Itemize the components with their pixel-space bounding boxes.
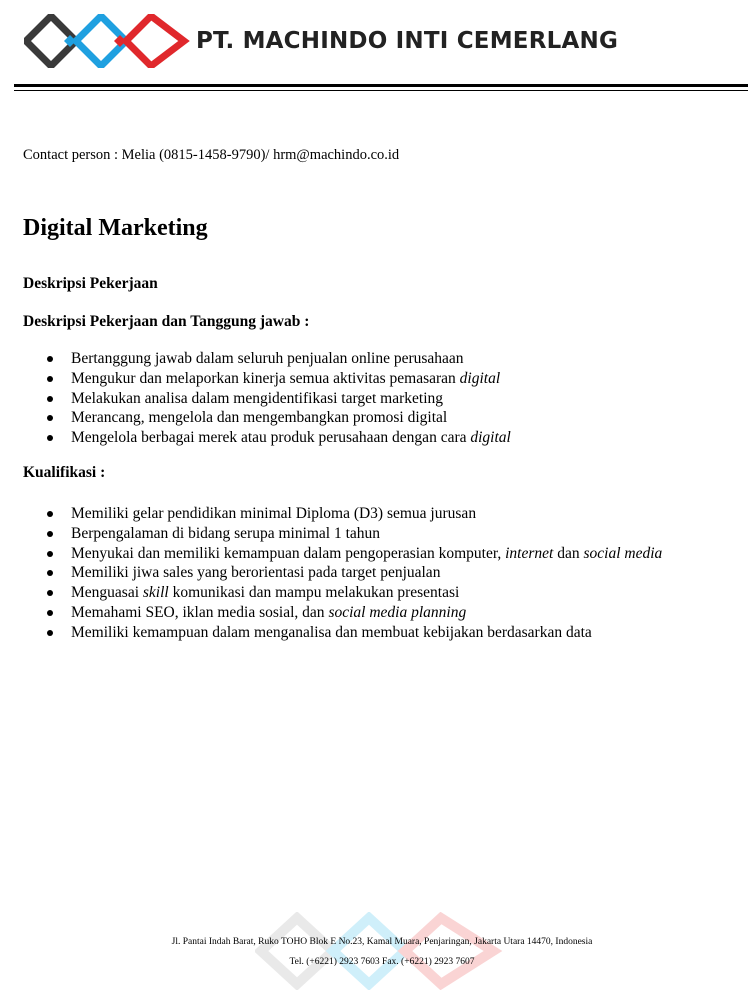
bullet-icon: [47, 435, 53, 441]
watermark-logo-icon: [255, 912, 505, 990]
header-rule-thin: [14, 90, 748, 91]
list-item: [23, 623, 662, 643]
bullet-icon: [47, 570, 53, 576]
responsibilities-list: [23, 349, 511, 448]
list-item-text: Mengelola berbagai merek atau produk perusahaan dengan cara: [71, 429, 471, 447]
list-item-text: Menyukai dan memiliki kemampuan dalam pengoperasian komputer,: [71, 544, 506, 562]
list-item: [23, 504, 662, 524]
list-item-italic: digital: [459, 369, 501, 387]
list-item-italic: digital: [470, 429, 511, 447]
list-item-italic: social media: [583, 544, 663, 562]
list-item-italic: skill: [142, 584, 169, 602]
bullet-icon: [47, 376, 53, 382]
list-item: [23, 349, 511, 369]
description-heading: Deskripsi Pekerjaan: [23, 275, 158, 292]
header-rule-thick: [14, 84, 748, 87]
bullet-icon: [47, 415, 53, 421]
bullet-icon: [47, 531, 53, 537]
list-item: [23, 369, 511, 389]
list-item-text: Memiliki gelar pendidikan minimal Diploma (D3) semua jurusan: [71, 505, 477, 522]
letterhead: [0, 0, 748, 95]
list-item: [23, 603, 662, 623]
bullet-icon: [47, 551, 53, 557]
list-item-text: Melakukan analisa dalam mengidentifikasi target marketing: [71, 389, 444, 407]
bullet-icon: [47, 356, 53, 362]
footer-address: Jl. Pantai Indah Barat, Ruko TOHO Blok E No.23, Kamal Muara, Penjaringan, Jakarta Utara 14470, Indonesia: [171, 937, 593, 947]
bullet-icon: [47, 590, 53, 596]
list-item-text: Memiliki kemampuan dalam menganalisa dan membuat kebijakan berdasarkan data: [71, 623, 592, 641]
list-item-text: Memiliki jiwa sales yang berorientasi pada target penjualan: [71, 564, 441, 582]
list-item: [23, 389, 511, 409]
company-logo-icon: [24, 14, 190, 68]
list-item: [23, 524, 662, 544]
list-item-text: Menguasai: [71, 584, 143, 602]
list-item: [23, 563, 662, 583]
list-item: [23, 428, 511, 448]
list-item-italic: social media planning: [328, 603, 467, 621]
list-item-text: komunikasi dan mampu melakukan presentasi: [168, 584, 460, 602]
job-title: Digital Marketing: [23, 215, 208, 241]
list-item-text: Berpengalaman di bidang serupa minimal 1 tahun: [71, 524, 381, 542]
list-item: [23, 408, 511, 428]
bullet-icon: [47, 396, 53, 402]
list-item-text: Memahami SEO, iklan media sosial, dan: [71, 603, 329, 621]
list-item-text: Merancang, mengelola dan mengembangkan promosi digital: [71, 409, 448, 427]
bullet-icon: [47, 630, 53, 636]
list-item: [23, 544, 662, 564]
bullet-icon: [47, 511, 53, 517]
company-name: PT. MACHINDO INTI CEMERLANG: [196, 28, 619, 54]
footer-phone: Tel. (+6221) 2923 7603 Fax. (+6221) 2923 7607: [289, 957, 475, 967]
bullet-icon: [47, 610, 53, 616]
list-item-text: Bertanggung jawab dalam seluruh penjualan online perusahaan: [71, 350, 464, 367]
qualifications-list: [23, 504, 662, 643]
responsibilities-heading: Deskripsi Pekerjaan dan Tanggung jawab :: [23, 313, 310, 330]
list-item: [23, 583, 662, 603]
list-item-text: Mengukur dan melaporkan kinerja semua aktivitas pemasaran: [71, 369, 460, 387]
qualifications-heading: Kualifikasi :: [23, 464, 106, 481]
list-item-italic: internet: [505, 544, 554, 562]
list-item-text: dan: [553, 544, 584, 562]
contact-person: Contact person : Melia (0815-1458-9790)/ hrm@machindo.co.id: [23, 147, 400, 163]
